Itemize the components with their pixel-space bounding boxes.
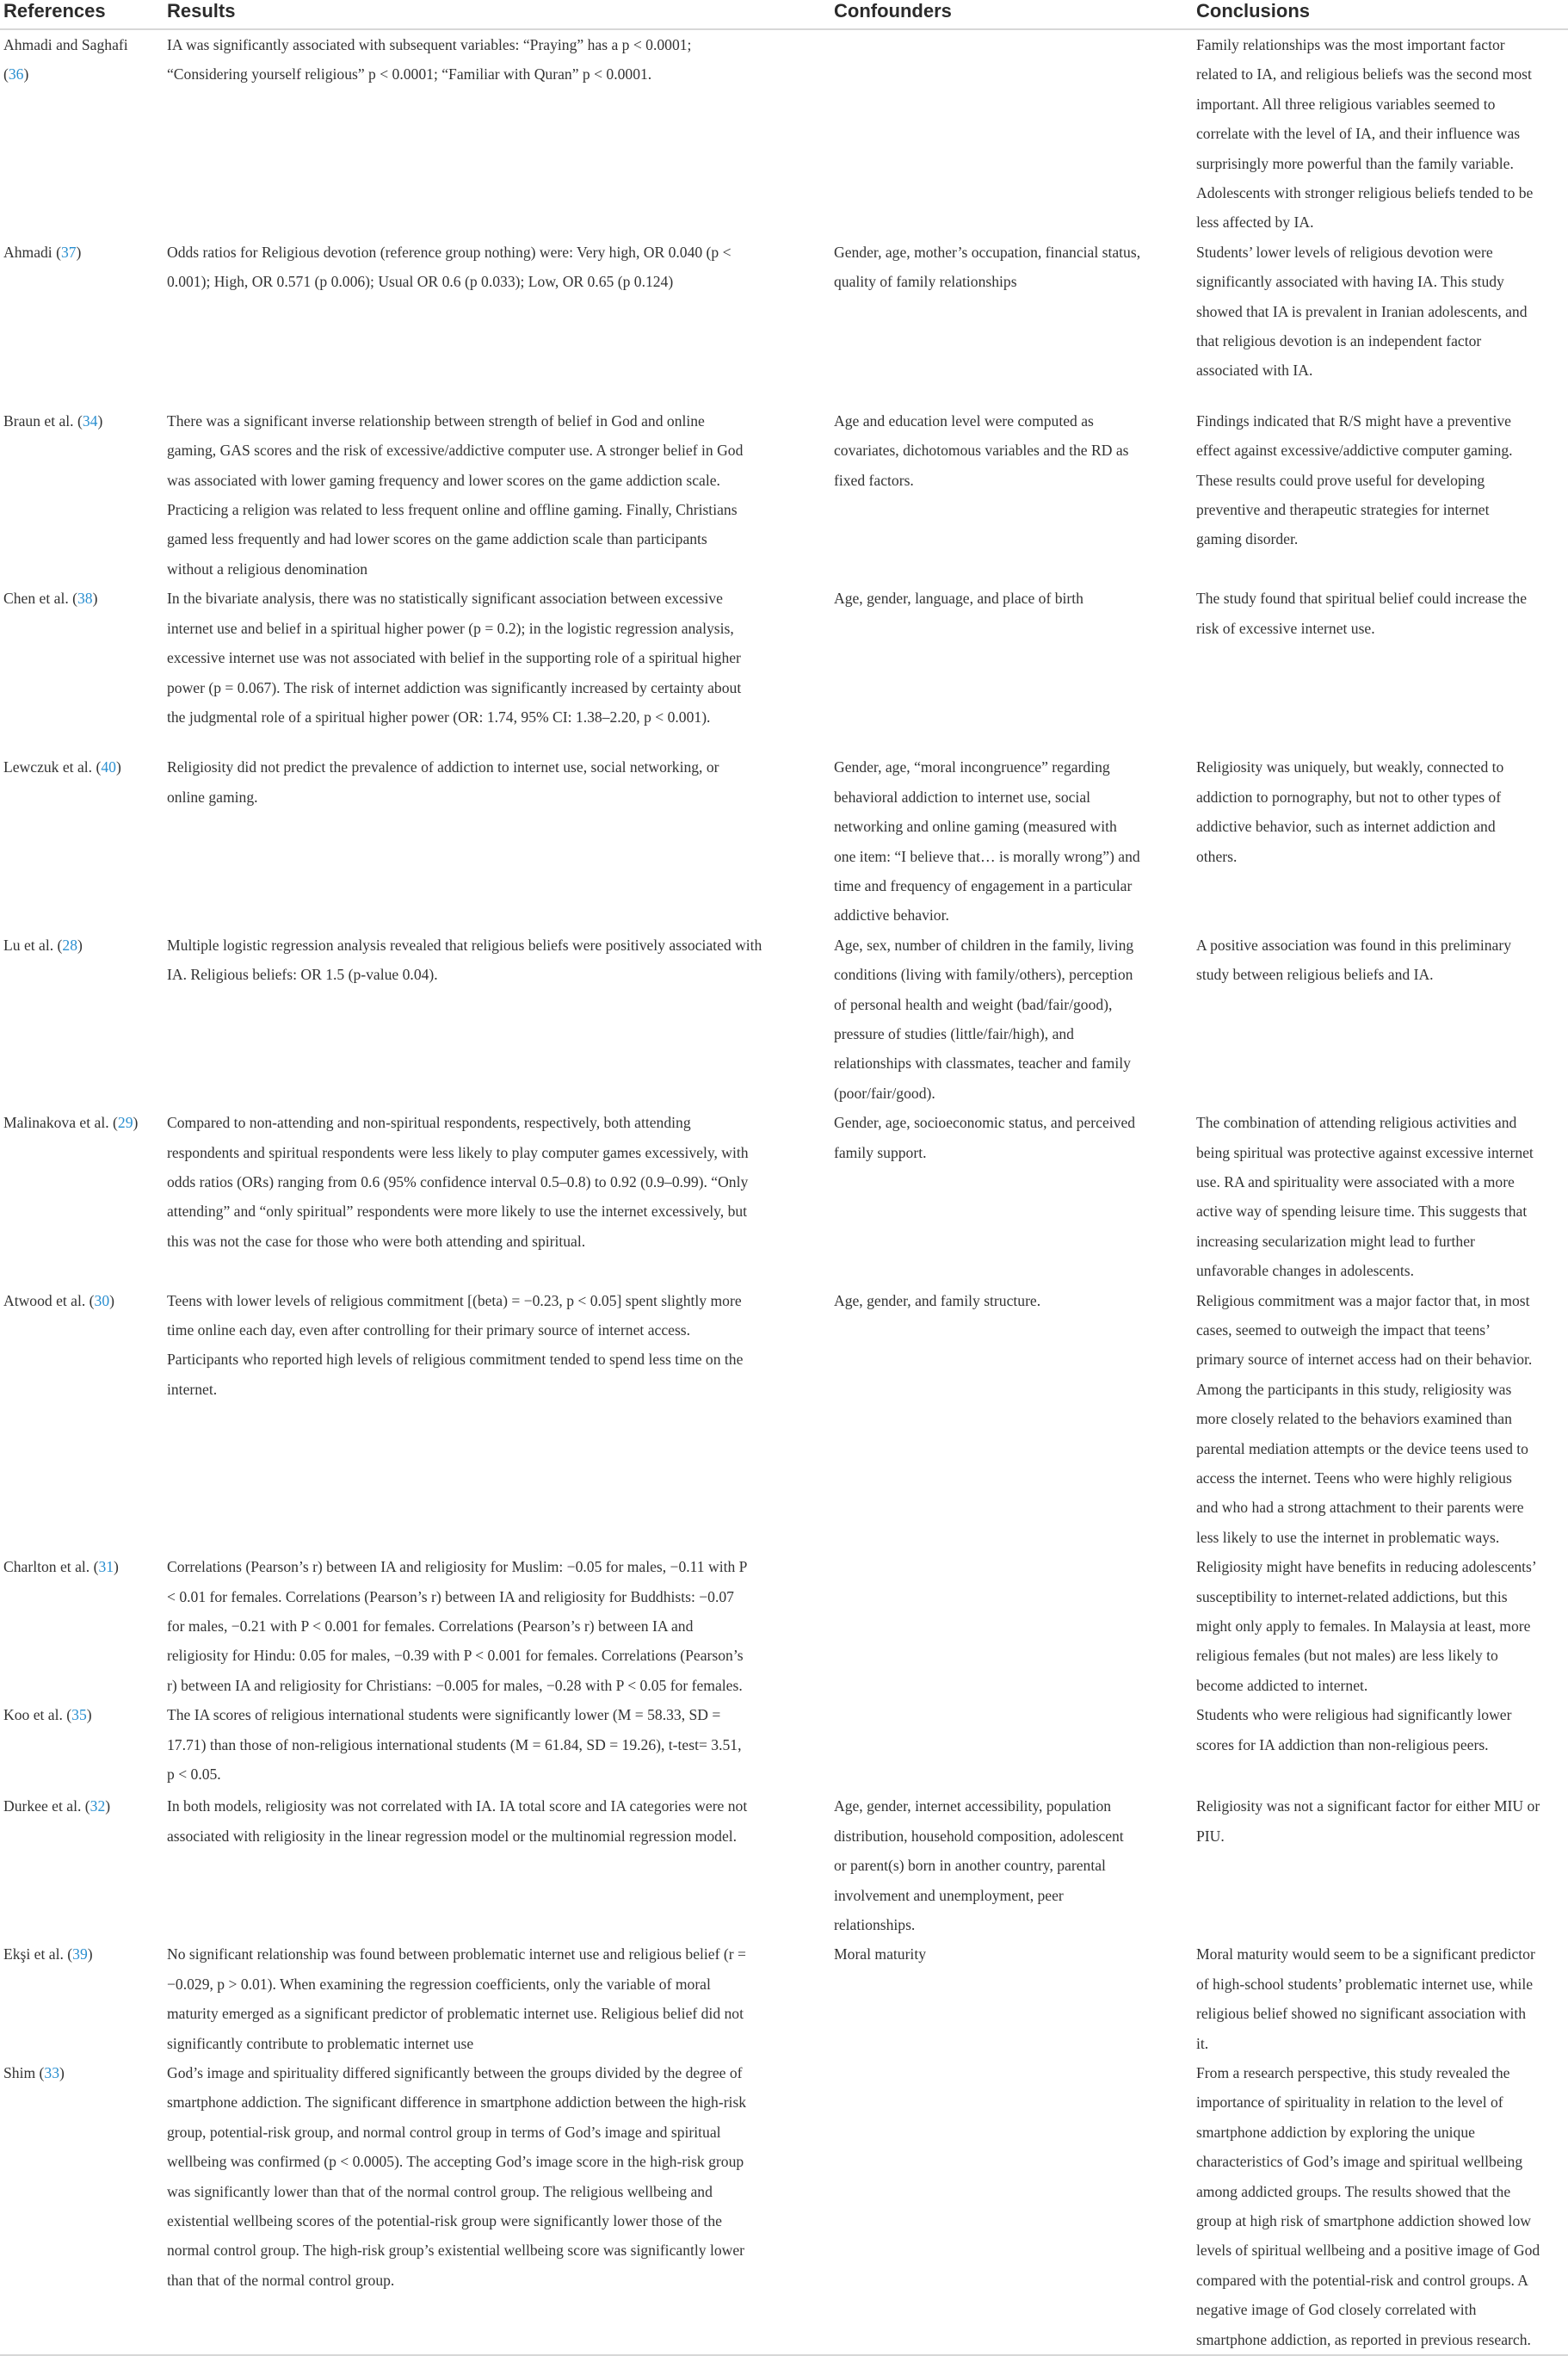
- results-cell: Multiple logistic regression analysis revealed that religious beliefs were positively associated with IA. Religious beliefs: OR 1.5 (p-value 0.04).: [167, 936, 762, 984]
- reference-name: Ahmadi and Saghafi: [3, 36, 128, 53]
- results-cell: Compared to non-attending and non-spiritual respondents, respectively, both attending respondents and spiritual respondents were less likely to play computer games excessively, with odds ratios (ORs) ranging from 0.6 (95% confidence interval 0.5–0.8) to 0.92 (0.9–0.99). “Only attending” and “only spiritual” respondents were more likely to use the internet excessively, but this was not the case for those who were both attending and spiritual.: [167, 1114, 749, 1250]
- results-cell: Odds ratios for Religious devotion (reference group nothing) were: Very high, OR 0.040 (p < 0.001); High, OR 0.571 (p 0.006); Usual OR 0.6 (p 0.033); Low, OR 0.65 (p 0.124): [167, 243, 732, 291]
- header-conclusions: Conclusions: [1195, 0, 1568, 29]
- results-cell: Religiosity did not predict the prevalence of addiction to internet use, social networking, or online gaming.: [167, 758, 719, 806]
- reference-cell: Braun et al. (34): [3, 411, 103, 430]
- confounders-cell: Gender, age, mother’s occupation, financial status, quality of family relationships: [834, 243, 1141, 291]
- reference-cell: Ahmadi and Saghafi (36): [3, 36, 128, 83]
- table-row: [0, 1108, 1568, 1285]
- table-row: [0, 1286, 1568, 1553]
- results-cell: There was a significant inverse relationship between strength of belief in God and online gaming, GAS scores and the risk of excessive/addictive computer use. A stronger belief in God was associated with lower gaming frequency and lower scores on the game addiction scale. Practicing a religion was related to less frequent online and offline gaming. Finally, Christians gamed less frequently and had lower scores on the game addiction scale than participants without a religious denomination: [167, 411, 744, 578]
- reference-cell: Ekşi et al. (39): [3, 1945, 93, 1963]
- reference-cell: Durkee et al. (32): [3, 1797, 111, 1815]
- table-row: [0, 406, 1568, 584]
- confounders-cell: Age, gender, internet accessibility, population distribution, household composition, adolescent or parent(s) born in another country, parental involvement and unemployment, peer relationships.: [834, 1797, 1124, 1933]
- results-cell: Correlations (Pearson’s r) between IA and religiosity for Muslim: −0.05 for males, −0.11 with P < 0.01 for females. Correlations (Pearson’s r) between IA and religiosity for Buddhists: −0.07 for males, −0.21 with P < 0.001 for females. Correlations (Pearson’s r) between IA and religiosity for Hindu: 0.05 for males, −0.39 with P < 0.001 for females. Correlations (Pearson’s r) between IA and religiosity for Christians: −0.005 for males, −0.28 with P < 0.05 for females.: [167, 1558, 748, 1694]
- reference-name: Lewczuk et al.: [3, 758, 93, 776]
- citation-link[interactable]: 28: [62, 936, 77, 954]
- reference-cell: Shim (33): [0, 2058, 165, 2355]
- header-references: References: [0, 0, 165, 29]
- confounders-cell: [832, 1700, 1195, 1791]
- table-body: [0, 29, 1568, 2355]
- citation-link[interactable]: 39: [72, 1945, 88, 1963]
- table-row: [0, 1552, 1568, 1700]
- reference-cell: Koo et al. (35): [3, 1706, 92, 1724]
- results-cell: In the bivariate analysis, there was no statistically significant association between excessive internet use and belief in a spiritual higher power (p = 0.2); in the logistic regression analysis, excessive internet use was not associated with belief in the supporting role of a spiritual higher power (p = 0.067). The risk of internet addiction was significantly increased by certainty about the judgmental role of a spiritual higher power (OR: 1.74, 95% CI: 1.38–2.20, p < 0.001).: [167, 590, 742, 726]
- citation-link[interactable]: 30: [94, 1291, 110, 1309]
- table-row: [0, 2058, 1568, 2355]
- reference-name: Ahmadi: [3, 243, 52, 261]
- conclusions-cell: The combination of attending religious activities and being spiritual was protective against excessive internet use. RA and spirituality were associated with a more active way of spending leisure time. This suggests that increasing secularization might lead to further unfavorable changes in adolescents.: [1196, 1114, 1534, 1280]
- reference-name: Ekşi et al.: [3, 1945, 64, 1963]
- header-results: Results: [165, 0, 832, 29]
- conclusions-cell: Religiosity was not a significant factor for either MIU or PIU.: [1196, 1797, 1540, 1845]
- table-row: [0, 584, 1568, 752]
- confounders-cell: Age, gender, language, and place of birth: [834, 590, 1083, 608]
- reference-name: Chen et al.: [3, 590, 69, 608]
- conclusions-cell: From a research perspective, this study revealed the importance of spirituality in relation to the level of smartphone addiction by exploring the unique characteristics of God’s image and spiritual wellbeing among addicted groups. The results showed that the group at high risk of smartphone addiction showed low levels of spiritual wellbeing and a positive image of God compared with the potential-risk and control groups. A negative image of God closely correlated with smartphone addiction, as reported in previous research.: [1195, 2058, 1568, 2355]
- conclusions-cell: Religiosity was uniquely, but weakly, connected to addiction to pornography, but not to other types of addictive behavior, such as internet addiction and others.: [1196, 758, 1504, 865]
- reference-name: Charlton et al.: [3, 1558, 90, 1576]
- table-row: [0, 29, 1568, 238]
- citation-link[interactable]: 33: [44, 2063, 60, 2081]
- conclusions-cell: Students’ lower levels of religious devotion were significantly associated with having IA. This study showed that IA is prevalent in Iranian adolescents, and that religious devotion is an independent factor associated with IA.: [1196, 243, 1528, 380]
- confounders-cell: Age, gender, and family structure.: [834, 1291, 1041, 1309]
- conclusions-cell: Moral maturity would seem to be a significant predictor of high-school students’ problematic internet use, while religious belief showed no significant association with it.: [1196, 1945, 1535, 2052]
- reference-name: Koo et al.: [3, 1706, 63, 1724]
- table-row: [0, 931, 1568, 1108]
- table-row: [0, 752, 1568, 930]
- results-cell: IA was significantly associated with subsequent variables: “Praying” has a p < 0.0001; “Considering yourself religious” p < 0.0001; “Familiar with Quran” p < 0.0001.: [167, 36, 692, 83]
- table-row: [0, 1700, 1568, 1791]
- conclusions-cell: Family relationships was the most important factor related to IA, and religious beliefs was the second most important. All three religious variables seemed to correlate with the level of IA, and their influence was surprisingly more powerful than the family variable. Adolescents with stronger religious beliefs tended to be less affected by IA.: [1196, 36, 1534, 232]
- results-cell: No significant relationship was found between problematic internet use and religious belief (r = −0.029, p > 0.01). When examining the regression coefficients, only the variable of moral maturity emerged as a significant predictor of problematic internet use. Religious belief did not significantly contribute to problematic internet use: [167, 1945, 746, 2052]
- reference-cell: Ahmadi (37): [3, 243, 82, 261]
- results-cell: In both models, religiosity was not correlated with IA. IA total score and IA categories were not associated with religiosity in the linear regression model or the multinomial regression model.: [167, 1797, 748, 1845]
- citation-link[interactable]: 36: [8, 65, 24, 83]
- confounders-cell: Gender, age, socioeconomic status, and perceived family support.: [834, 1114, 1136, 1161]
- confounders-cell: Age and education level were computed as covariates, dichotomous variables and the RD as fixed factors.: [834, 411, 1129, 489]
- confounders-cell: Age, sex, number of children in the family, living conditions (living with family/others), perception of personal health and weight (bad/fair/good), pressure of studies (little/fair/high), and relationships with classmates, teacher and family (poor/fair/good).: [834, 936, 1134, 1102]
- reference-cell: Malinakova et al. (29): [3, 1114, 139, 1132]
- conclusions-cell: Students who were religious had significantly lower scores for IA addiction than non-religious peers.: [1196, 1706, 1512, 1753]
- reference-name: Braun et al.: [3, 411, 74, 430]
- reference-cell: Lewczuk et al. (40): [3, 758, 121, 776]
- citation-link[interactable]: 37: [60, 243, 77, 261]
- header-confounders: Confounders: [832, 0, 1195, 29]
- citation-link[interactable]: 31: [98, 1558, 114, 1576]
- results-cell: Teens with lower levels of religious commitment [(beta) = −0.23, p < 0.05] spent slightly more time online each day, even after controlling for their primary source of internet access. Participants who reported high levels of religious commitment tended to spend less time on the internet.: [167, 1291, 744, 1398]
- citation-link[interactable]: 35: [71, 1706, 87, 1724]
- citation-link[interactable]: 32: [90, 1797, 106, 1815]
- confounders-cell: [832, 29, 1195, 238]
- citation-link[interactable]: 40: [101, 758, 116, 776]
- confounders-cell: [832, 1552, 1195, 1700]
- reference-name: Malinakova et al.: [3, 1114, 109, 1132]
- header-row: [0, 0, 1568, 29]
- table-row: [0, 1791, 1568, 1939]
- reference-cell: Chen et al. (38): [3, 590, 98, 608]
- conclusions-cell: The study found that spiritual belief could increase the risk of excessive internet use.: [1196, 590, 1528, 637]
- citation-link[interactable]: 29: [117, 1114, 133, 1132]
- reference-name: Shim: [3, 2063, 36, 2081]
- reference-cell: Atwood et al. (30): [3, 1291, 114, 1309]
- table-row: [0, 238, 1568, 406]
- citation-link[interactable]: 38: [77, 590, 93, 608]
- conclusions-cell: A positive association was found in this preliminary study between religious beliefs and IA.: [1196, 936, 1511, 984]
- reference-name: Atwood et al.: [3, 1291, 86, 1309]
- confounders-cell: Moral maturity: [834, 1945, 927, 1963]
- confounders-cell: Gender, age, “moral incongruence” regarding behavioral addiction to internet use, social networking and online gaming (measured with one item: “I believe that… is morally wrong”) and time and frequency of engagement in a particular addictive behavior.: [834, 758, 1140, 924]
- citation-link[interactable]: 34: [82, 411, 98, 430]
- table-header: [0, 0, 1568, 29]
- results-cell: God’s image and spirituality differed significantly between the groups divided by the degree of smartphone addiction. The significant difference in smartphone addiction between the high-risk group, potential-risk group, and normal control group in terms of God’s image and spiritual wellbeing was confirmed (p < 0.0005). The accepting God’s image score in the high-risk group was significantly lower than that of the normal control group. The religious wellbeing and existential wellbeing scores of the potential-risk group were significantly lower those of the normal control group. The high-risk group’s existential wellbeing score was significantly lower than that of the normal control group.: [165, 2058, 832, 2355]
- conclusions-cell: Findings indicated that R/S might have a preventive effect against excessive/addictive computer gaming. These results could prove useful for developing preventive and therapeutic strategies for internet gaming disorder.: [1196, 411, 1513, 548]
- table-row: [0, 1939, 1568, 2058]
- conclusions-cell: Religious commitment was a major factor that, in most cases, seemed to outweigh the impact that teens’ primary source of internet access had on their behavior. Among the participants in this study, religiosity was more closely related to the behaviors examined than parental mediation attempts or the device teens used to access the internet. Teens who were highly religious and who had a strong attachment to their parents were less likely to use the internet in problematic ways.: [1196, 1291, 1533, 1546]
- reference-name: Durkee et al.: [3, 1797, 82, 1815]
- reference-name: Lu et al.: [3, 936, 54, 954]
- confounders-cell: [832, 2058, 1195, 2355]
- reference-cell: Lu et al. (28): [3, 936, 83, 954]
- results-cell: The IA scores of religious international students were significantly lower (M = 58.33, SD = 17.71) than those of non-religious international students (M = 61.84, SD = 19.26), t-test= 3.51, p < 0.05.: [167, 1706, 742, 1784]
- reference-cell: Charlton et al. (31): [3, 1558, 119, 1576]
- conclusions-cell: Religiosity might have benefits in reducing adolescents’ susceptibility to internet-related addictions, but this might only apply to females. In Malaysia at least, more religious females (but not males) are less likely to become addicted to internet.: [1196, 1558, 1537, 1694]
